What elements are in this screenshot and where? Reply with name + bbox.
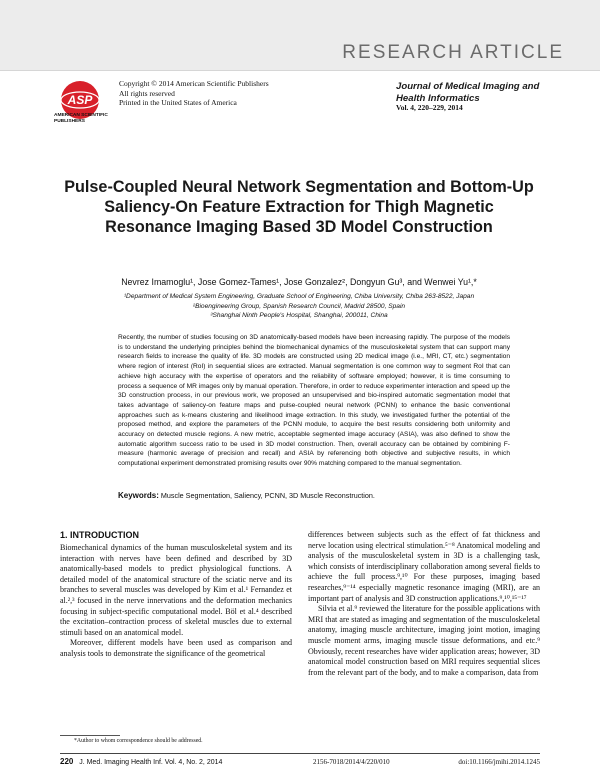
- keywords-text: Muscle Segmentation, Saliency, PCNN, 3D Muscle Reconstruction.: [160, 491, 375, 500]
- paragraph: Moreover, different models have been used as comparison and analysis tools to demonstrate the significance of the geometrical: [60, 638, 292, 658]
- copyright-block: [119, 79, 269, 108]
- journal-name: Journal of Medical Imaging and Health Informatics: [396, 81, 540, 104]
- affiliations: [60, 292, 538, 321]
- logo-text: ASP: [67, 93, 93, 107]
- affiliation-1: ¹Department of Medical System Engineering, Graduate School of Engineering, Chiba University, Chiba 263-8522, Japan: [123, 293, 475, 300]
- issn: 2156-7018/2014/4/220/010: [313, 758, 390, 766]
- paragraph: Biomechanical dynamics of the human musculoskeletal system and its interaction with nerves have been defined and described by 3D anatomically-based models to predict physiological functions. A detailed model of the anatomical structure of the sciatic nerve and its branches to several muscles was developed by Kim et al.¹ Fernandez et al.²,³ focused in the nerve innervations and the deformation mechanics focusing in subject-specific computational model. Böl et al.⁴ described the excitation–contraction process of skeletal muscles due to external stimuli based on an anatomical model.: [60, 543, 292, 637]
- author-list: Nevrez Imamoglu¹, Jose Gomez-Tames¹, Jose Gonzalez², Dongyun Gu³, and Wenwei Yu¹,*: [121, 277, 477, 287]
- journal-volume: Vol. 4, 220–229, 2014: [396, 103, 463, 112]
- keywords-label: Keywords:: [118, 491, 159, 500]
- body-column-left: [60, 543, 292, 660]
- page-number: 220: [60, 757, 74, 766]
- footnote-divider: [60, 735, 120, 736]
- affiliation-2: ²Bioengineering Group, Spanish Research Council, Madrid 28500, Spain: [192, 302, 406, 310]
- affiliation-3: ³Shanghai Ninth People's Hospital, Shanghai, 200011, China: [210, 312, 388, 319]
- doi: doi:10.1166/jmihi.2014.1245: [458, 758, 540, 766]
- paragraph: Silvia et al.⁹ reviewed the literature for the possible applications with MRI that are stated as imaging and segmentation of the musculoskeletal anatomy, imaging muscle architecture, imaging joint motion, imaging muscle moment arms, imaging muscle tissue deformations, and etc.⁹ Obviously, recent researches have wider application areas; however, 3D anatomical model construction based on MRI requires sequential slices from the relevant part of the body, and to make a comparison, data from: [308, 604, 540, 677]
- abstract: Recently, the number of studies focusing on 3D anatomically-based models have been increasing rapidly. The purpose of the models is to understand the underlying principles behind the biomechanical dynamics of the musculoskeletal system that can support many research fields to increase the quality of life. 3D models are constructed using 2D medical image (i.e., MRI, CT, etc.) segmentation where region of interest (RoI) in sequential slices are extracted. Manual segmentation is one common way to segment RoI that can achieve high accuracy with the expertise of operators and the reliability of software employed; however, it is time consuming to process a sequence of MR images only by manual operation. Therefore, in order to reduce experimenter interaction and speed up the 3D construction process, in our previous work, we proposed an unsupervised and bio-inspired automatic segmentation model that takes advantage of saliency-on feature maps and pulse-coupled neural network (PCNN) to enhance the basic conventional approaches such as k-means clustering and likelihood image extraction. In this study, we investigated further the potential of the proposed method, and explore the parameters of the PCNN module, to acquire the best results considering both uniformity and accuracy on detected muscle regions. A new metric, acceptable segmented image accuracy (ASIA), was also defined to show the automatic algorithm success ratio to be used in 3D model construction. Then, overall accuracy can be obtained by combining F-measure (harmonic average of precision and recall) and ASIA by referencing both objective and subjective results, in which computational experiment demonstrated promising results over 90% matching compared to the manual segmentation.: [118, 334, 510, 468]
- body-column-right: [308, 530, 540, 678]
- printed-line: Printed in the United States of America: [119, 98, 237, 107]
- article-type-label: RESEARCH ARTICLE: [342, 42, 564, 63]
- paragraph: differences between subjects such as the effect of fat thickness and nerve location using electrical stimulation.⁵⁻⁸ Anatomical modeling and analysis of the musculoskeletal system in 3D is a challenging task, which consists of interdisciplinary collaboration among several fields to achieve the full process.⁹,¹⁰ For these purposes, imaging based researches,⁹⁻¹⁴ especially magnetic resonance imaging (MRI), are an important part of analysis and 3D construction applications.⁹,¹⁰,¹⁵⁻¹⁷: [308, 530, 540, 603]
- copyright-line: Copyright © 2014 American Scientific Publishers: [119, 79, 269, 88]
- keywords: [118, 491, 510, 500]
- footer-divider: [60, 753, 540, 754]
- section-heading: 1. INTRODUCTION: [60, 530, 140, 540]
- journal-citation: J. Med. Imaging Health Inf. Vol. 4, No. 2, 2014: [79, 759, 223, 766]
- rights-line: All rights reserved: [119, 88, 175, 98]
- footnote: *Author to whom correspondence should be addressed.: [74, 738, 203, 744]
- publisher-name: AMERICAN SCIENTIFIC PUBLISHERS: [54, 113, 108, 124]
- article-title: Pulse-Coupled Neural Network Segmentation and Bottom-Up Saliency-On Feature Extraction for Thigh Magnetic Resonance Imaging Based 3D Model Construction: [64, 178, 534, 236]
